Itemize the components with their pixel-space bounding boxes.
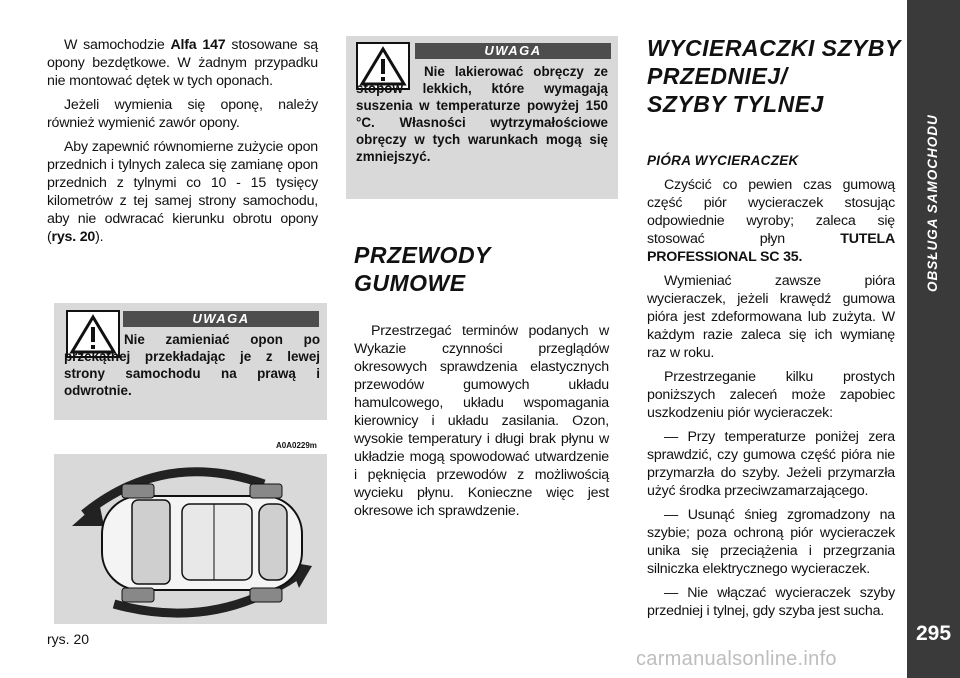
paragraph-replace: Wymieniać zawsze pióra wycieraczek, jeżeli krawędź gumowa pióra jest zdeformowana lub zużyta. W każdym razie zaleca się ich wymianę raz w roku.	[647, 273, 895, 361]
sidebar-section-label	[917, 40, 947, 300]
watermark-text: carmanualsonline.info	[636, 648, 837, 670]
paragraph-hoses: Przestrzegać terminów podanych w Wykazie czynności przeglądów okresowych sprawdzenia elastycznych przewodów gumowych układu hamulcowego, układu wspomagania kierownicy i układu zasilania. Ozon, wysokie temperatury i długi brak płynu w układzie mogą spowodować utwardzenie i pęknięcia przewodów z możliwością wycieku płynu. Konieczne więc jest okresowe ich sprawdzenie.	[354, 323, 609, 519]
figure-caption: rys. 20	[47, 631, 90, 647]
warning-box-rims	[346, 36, 618, 199]
warning-box-tires	[54, 303, 327, 420]
warning-text: Nie lakierować obręczy ze stopów lekkich, które wymagają suszenia w temperaturze powyżej 150 °C. Własności wytrzymałościowe obręczy w tych warunkach mogą się zmniejszyć.	[356, 64, 608, 164]
figure-tire-rotation	[54, 454, 327, 624]
warning-title-bar: UWAGA	[415, 43, 611, 59]
figure-code: A0A0229m	[276, 441, 317, 450]
subtitle-wiper-blades: PIÓRA WYCIERACZEK	[647, 153, 799, 168]
svg-text:OBSŁUGA SAMOCHODU: OBSŁUGA SAMOCHODU	[925, 114, 940, 292]
paragraph-advice: Przestrzeganie kilku prostych poniższych zaleceń może zapobiec uszkodzeniu piór wycieraczek:	[647, 369, 895, 421]
paragraph-rotation: Aby zapewnić równomierne zużycie opon przednich i tylnych zaleca się zamianę opon przednich z tylnymi co 10 - 15 tysięcy kilometrów z tej samej strony samochodu, aby nie odwracać kierunku obrotu opony (rys. 20).	[47, 139, 318, 245]
warning-text: Nie zamieniać opon po przekątnej przekładając je z lewej strony samochodu na prawą i odwrotnie.	[64, 332, 320, 398]
list-item: — Przy temperaturze poniżej zera sprawdzić, czy gumowa część pióra nie przymarzła do szyby. Jeżeli przymarzła użyć środka przeciwzamarzającego.	[647, 429, 895, 499]
list-item: — Usunąć śnieg zgromadzony na szybie; poza ochroną piór wycieraczek unika się przeciążenia i przegrzania silniczka elektrycznego wycieraczek.	[647, 507, 895, 577]
paragraph-valve: Jeżeli wymienia się oponę, należy również wymienić zawór opony.	[47, 97, 318, 131]
column-left	[47, 36, 318, 252]
column-right	[647, 176, 895, 626]
page-number: 295	[915, 622, 952, 645]
section-title-hoses: PRZEWODY GUMOWE	[354, 242, 491, 296]
section-title-wipers: WYCIERACZKI SZYBY PRZEDNIEJ/ SZYBY TYLNEJ	[647, 35, 901, 117]
column-middle	[354, 322, 609, 526]
list-item: — Nie włączać wycieraczek szyby przedniej i tylnej, gdy szyba jest sucha.	[647, 585, 895, 619]
paragraph-cleaning: Czyścić co pewien czas gumową część piór wycieraczek stosując odpowiednie wyroby; zaleca się stosować płyn TUTELA PROFESSIONAL SC 35.	[647, 177, 895, 265]
warning-title-bar: UWAGA	[123, 311, 319, 327]
paragraph-tires: W samochodzie Alfa 147 stosowane są opony bezdętkowe. W żadnym przypadku nie montować dętek w tych oponach.	[47, 37, 318, 89]
